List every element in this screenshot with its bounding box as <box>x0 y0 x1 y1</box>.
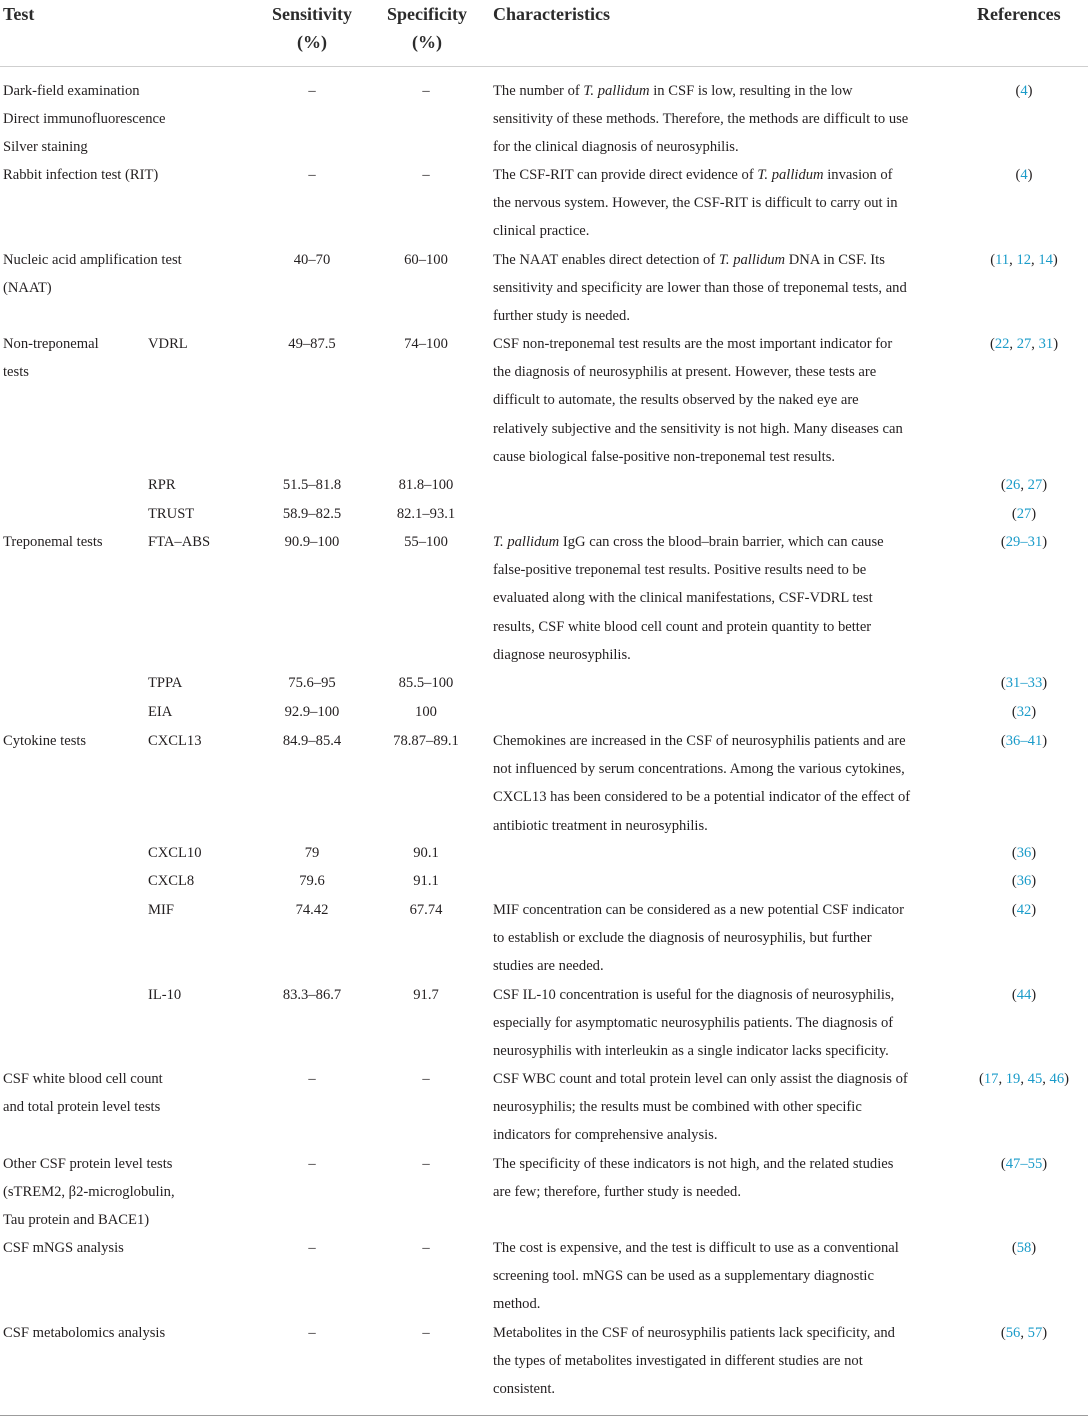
sensitivity-value: 79.6 <box>299 873 325 889</box>
test-name-line: (sTREM2, β2-microglobulin, <box>3 1184 175 1201</box>
reference-link[interactable]: 31–33 <box>1005 675 1043 691</box>
reference-punctuation: ( <box>1000 534 1006 550</box>
characteristics-line: CSF WBC count and total protein level can only assist the diagnosis of <box>493 1071 908 1087</box>
characteristics-line: The number of T. pallidum in CSF is low, resulting in the low <box>493 83 853 99</box>
characteristics-line: the nervous system. However, the CSF-RIT is difficult to carry out in <box>493 195 898 212</box>
reference-punctuation: ) <box>1042 1156 1048 1172</box>
sensitivity-value: 40–70 <box>293 252 331 268</box>
characteristics-line: consistent. <box>493 1381 556 1398</box>
references-cell <box>960 698 1088 726</box>
specificity-value: 82.1–93.1 <box>396 506 456 522</box>
header-specificity <box>377 0 477 56</box>
specificity-value: 85.5–100 <box>398 675 454 691</box>
reference-punctuation: , <box>1020 1071 1028 1087</box>
sensitivity-value: 79 <box>304 845 320 861</box>
specificity-value: – <box>422 1240 430 1256</box>
characteristics-line: results, CSF white blood cell count and protein quantity to better <box>493 618 872 635</box>
references-cell <box>960 246 1088 274</box>
characteristics-line: neurosyphilis with interleukin as a single indicator lacks specificity. <box>493 1043 889 1060</box>
specificity-value: 55–100 <box>404 534 448 550</box>
specificity-value: – <box>422 1071 430 1087</box>
characteristics-line: Chemokines are increased in the CSF of neurosyphilis patients and are <box>493 733 906 749</box>
reference-punctuation: , <box>1020 1325 1028 1341</box>
references-cell <box>960 981 1088 1009</box>
specificity-value: – <box>422 167 430 183</box>
reference-punctuation: ) <box>1064 1071 1069 1087</box>
specificity-value: 91.7 <box>413 987 439 1003</box>
header-specificity-line1: Specificity <box>387 4 467 24</box>
sensitivity-value: 84.9–85.4 <box>282 733 342 749</box>
references-cell <box>960 896 1088 924</box>
references-cell <box>960 1319 1088 1347</box>
reference-link[interactable]: 36–41 <box>1005 733 1043 749</box>
reference-link[interactable]: 11 <box>995 252 1010 268</box>
reference-punctuation: , <box>1009 252 1017 268</box>
characteristics-line: The NAAT enables direct detection of T. pallidum DNA in CSF. Its <box>493 252 885 268</box>
sensitivity-value: – <box>308 167 316 183</box>
test-method: IL-10 <box>148 987 182 1003</box>
characteristics-line: sensitivity and specificity are lower than those of treponemal tests, and <box>493 280 907 297</box>
characteristics-line: CSF non-treponemal test results are the most important indicator for <box>493 336 893 352</box>
test-method: CXCL10 <box>148 845 202 861</box>
reference-link[interactable]: 42 <box>1016 902 1032 918</box>
reference-punctuation: ( <box>1011 704 1017 720</box>
references-cell <box>960 471 1088 499</box>
reference-link[interactable]: 31 <box>1038 336 1054 352</box>
sensitivity-value: 74.42 <box>295 902 329 918</box>
reference-link[interactable]: 27 <box>1016 336 1032 352</box>
test-method: TPPA <box>148 675 183 691</box>
test-name-line: Silver staining <box>3 139 88 156</box>
reference-link[interactable]: 22 <box>994 336 1010 352</box>
test-name-line: Cytokine tests <box>3 733 87 749</box>
reference-punctuation: ( <box>1011 845 1017 861</box>
characteristics-line: sensitivity of these methods. Therefore, the methods are difficult to use <box>493 111 909 128</box>
reference-link[interactable]: 12 <box>1016 252 1032 268</box>
reference-link[interactable]: 36 <box>1016 873 1032 889</box>
characteristics-line: evaluated along with the clinical manifestations, CSF-VDRL test <box>493 590 873 607</box>
reference-punctuation: , <box>1042 1071 1050 1087</box>
characteristics-line: are few; therefore, further study is needed. <box>493 1184 741 1201</box>
test-method: RPR <box>148 477 176 493</box>
reference-punctuation: ) <box>1042 534 1048 550</box>
reference-link[interactable]: 4 <box>1020 167 1028 183</box>
specificity-value: – <box>422 1156 430 1172</box>
header-sensitivity-line1: Sensitivity <box>271 4 352 24</box>
characteristics-line: not influenced by serum concentrations. Among the various cytokines, <box>493 761 905 778</box>
header-sensitivity <box>262 0 362 56</box>
references-cell <box>960 500 1088 528</box>
characteristics-line: CXCL13 has been considered to be a potential indicator of the effect of <box>493 789 911 806</box>
reference-punctuation: ( <box>1000 1325 1006 1341</box>
references-cell <box>960 161 1088 189</box>
reference-punctuation: ( <box>1011 1240 1017 1256</box>
reference-link[interactable]: 46 <box>1049 1071 1065 1087</box>
characteristics-line: clinical practice. <box>493 223 590 240</box>
test-method: MIF <box>148 902 174 918</box>
characteristics-line: neurosyphilis; the results must be combined with other specific <box>493 1099 862 1116</box>
reference-punctuation: ( <box>1000 675 1006 691</box>
test-name-line: Other CSF protein level tests <box>3 1156 173 1172</box>
reference-link[interactable]: 58 <box>1016 1240 1032 1256</box>
reference-punctuation: ) <box>1042 1325 1048 1341</box>
characteristics-line: especially for asymptomatic neurosyphilis patients. The diagnosis of <box>493 1015 894 1032</box>
sensitivity-value: 49–87.5 <box>288 336 336 352</box>
sensitivity-value: – <box>308 1325 316 1341</box>
reference-punctuation: ( <box>1011 506 1017 522</box>
reference-link[interactable]: 27 <box>1016 506 1032 522</box>
sensitivity-value: – <box>308 1240 316 1256</box>
characteristics-line: further study is needed. <box>493 308 630 325</box>
reference-link[interactable]: 45 <box>1027 1071 1043 1087</box>
references-cell <box>960 77 1088 105</box>
sensitivity-value: 75.6–95 <box>288 675 336 691</box>
reference-link[interactable]: 27 <box>1027 477 1043 493</box>
header-references: References <box>977 4 1061 24</box>
reference-punctuation: ( <box>1011 902 1017 918</box>
references-cell <box>960 528 1088 556</box>
reference-link[interactable]: 36 <box>1016 845 1032 861</box>
test-method: VDRL <box>148 336 188 352</box>
reference-link[interactable]: 4 <box>1020 83 1028 99</box>
characteristics-line: the types of metabolites investigated in different studies are not <box>493 1353 863 1370</box>
test-name-line: Direct immunofluorescence <box>3 111 166 128</box>
test-method: TRUST <box>148 506 195 522</box>
sensitivity-value: 83.3–86.7 <box>282 987 342 1003</box>
header-specificity-line2: (%) <box>412 32 442 52</box>
references-cell <box>960 839 1088 867</box>
reference-link[interactable]: 26 <box>1005 477 1021 493</box>
reference-punctuation: ) <box>1031 902 1037 918</box>
references-cell <box>960 669 1088 697</box>
characteristics-line: The specificity of these indicators is not high, and the related studies <box>493 1156 894 1172</box>
characteristics-line: indicators for comprehensive analysis. <box>493 1127 718 1144</box>
table-header <box>0 0 1088 67</box>
reference-punctuation: ( <box>1011 987 1017 1003</box>
header-sensitivity-line2: (%) <box>297 32 327 52</box>
characteristics-line: The CSF-RIT can provide direct evidence of T. pallidum invasion of <box>493 167 893 183</box>
characteristics-line: relatively subjective and the sensitivity is not high. Many diseases can <box>493 420 903 437</box>
test-method: CXCL13 <box>148 733 202 749</box>
sensitivity-value: 58.9–82.5 <box>282 506 342 522</box>
reference-punctuation: , <box>998 1071 1006 1087</box>
reference-punctuation: ) <box>1042 733 1048 749</box>
references-cell <box>960 1150 1088 1178</box>
header-characteristics: Characteristics <box>493 4 610 24</box>
reference-link[interactable]: 47–55 <box>1005 1156 1043 1172</box>
specificity-value: 67.74 <box>409 902 443 918</box>
test-name-line: (NAAT) <box>3 280 52 297</box>
header-test: Test <box>3 4 35 24</box>
specificity-value: 90.1 <box>413 845 439 861</box>
characteristics-line: antibiotic treatment in neurosyphilis. <box>493 817 708 834</box>
reference-punctuation: ( <box>1015 83 1021 99</box>
references-cell <box>960 1234 1088 1262</box>
sensitivity-value: 92.9–100 <box>284 704 340 720</box>
sensitivity-value: – <box>308 1071 316 1087</box>
reference-punctuation: ( <box>1000 733 1006 749</box>
reference-punctuation: ) <box>1052 252 1058 268</box>
test-method: EIA <box>148 704 173 720</box>
specificity-value: 91.1 <box>413 873 439 889</box>
reference-punctuation: ) <box>1042 477 1048 493</box>
sensitivity-value: – <box>308 1156 316 1172</box>
test-name-line: Treponemal tests <box>3 534 103 550</box>
sensitivity-value: 51.5–81.8 <box>282 477 342 493</box>
characteristics-line: Metabolites in the CSF of neurosyphilis patients lack specificity, and <box>493 1325 895 1341</box>
specificity-value: 81.8–100 <box>398 477 454 493</box>
reference-punctuation: ) <box>1027 167 1033 183</box>
characteristics-line: difficult to automate, the results observed by the naked eye are <box>493 392 859 409</box>
reference-punctuation: ) <box>1031 873 1037 889</box>
specificity-value: 60–100 <box>404 252 448 268</box>
reference-punctuation: ( <box>989 336 995 352</box>
reference-punctuation: , <box>1020 477 1028 493</box>
characteristics-line: false-positive treponemal test results. Positive results need to be <box>493 562 867 579</box>
reference-punctuation: ) <box>1027 83 1033 99</box>
reference-punctuation: , <box>1009 336 1017 352</box>
test-name-line: CSF white blood cell count <box>3 1071 163 1087</box>
reference-punctuation: ( <box>1011 873 1017 889</box>
test-name-line: CSF mNGS analysis <box>3 1240 124 1256</box>
test-name-line: Dark-field examination <box>3 83 140 99</box>
reference-punctuation: ) <box>1031 987 1037 1003</box>
characteristics-line: studies are needed. <box>493 958 604 975</box>
reference-punctuation: ( <box>1000 477 1006 493</box>
reference-link[interactable]: 57 <box>1027 1325 1043 1341</box>
characteristics-line: screening tool. mNGS can be used as a supplementary diagnostic <box>493 1268 874 1285</box>
references-cell <box>960 727 1088 755</box>
test-name-line: Tau protein and BACE1) <box>3 1212 150 1229</box>
reference-punctuation: ) <box>1031 704 1037 720</box>
test-method: FTA–ABS <box>148 534 211 550</box>
reference-punctuation: ) <box>1031 506 1037 522</box>
test-name-line: tests <box>3 364 29 381</box>
characteristics-line: method. <box>493 1296 541 1313</box>
reference-punctuation: ( <box>990 252 996 268</box>
specificity-value: – <box>422 83 430 99</box>
reference-punctuation: ( <box>1000 1156 1006 1172</box>
reference-link[interactable]: 14 <box>1038 252 1053 268</box>
reference-punctuation: ) <box>1031 1240 1037 1256</box>
test-name-line: Nucleic acid amplification test <box>3 252 182 268</box>
test-name-line: Rabbit infection test (RIT) <box>3 167 159 183</box>
specificity-value: – <box>422 1325 430 1341</box>
specificity-value: 74–100 <box>404 336 448 352</box>
characteristics-line: The cost is expensive, and the test is difficult to use as a conventional <box>493 1240 899 1256</box>
reference-link[interactable]: 44 <box>1016 987 1032 1003</box>
characteristics-line: T. pallidum IgG can cross the blood–brain barrier, which can cause <box>493 534 884 550</box>
reference-link[interactable]: 56 <box>1005 1325 1021 1341</box>
reference-punctuation: , <box>1031 252 1039 268</box>
test-name-line: and total protein level tests <box>3 1099 161 1116</box>
references-cell <box>960 867 1088 895</box>
reference-link[interactable]: 17 <box>983 1071 999 1087</box>
bottom-rule <box>0 1415 1088 1416</box>
references-cell <box>960 330 1088 358</box>
reference-punctuation: , <box>1031 336 1039 352</box>
test-method: CXCL8 <box>148 873 195 889</box>
reference-punctuation: ( <box>1015 167 1021 183</box>
reference-punctuation: ) <box>1053 336 1059 352</box>
test-name-line: Non-treponemal <box>3 336 99 352</box>
reference-link[interactable]: 32 <box>1016 704 1032 720</box>
test-name-line: CSF metabolomics analysis <box>3 1325 166 1341</box>
specificity-value: 78.87–89.1 <box>393 733 459 749</box>
characteristics-line: MIF concentration can be considered as a new potential CSF indicator <box>493 902 904 918</box>
characteristics-line: for the clinical diagnosis of neurosyphilis. <box>493 139 739 156</box>
reference-punctuation: ( <box>978 1071 984 1087</box>
characteristics-line: cause biological false-positive non-treponemal test results. <box>493 448 836 465</box>
characteristics-line: diagnose neurosyphilis. <box>493 646 631 663</box>
sensitivity-value: 90.9–100 <box>284 534 340 550</box>
sensitivity-value: – <box>308 83 316 99</box>
references-cell <box>960 1065 1088 1093</box>
characteristics-line: CSF IL-10 concentration is useful for the diagnosis of neurosyphilis, <box>493 987 895 1003</box>
reference-punctuation: ) <box>1042 675 1048 691</box>
characteristics-line: to establish or exclude the diagnosis of neurosyphilis, but further <box>493 930 872 947</box>
reference-link[interactable]: 19 <box>1005 1071 1021 1087</box>
characteristics-line: the diagnosis of neurosyphilis at present. However, these tests are <box>493 364 877 381</box>
reference-punctuation: ) <box>1031 845 1037 861</box>
reference-link[interactable]: 29–31 <box>1005 534 1043 550</box>
specificity-value: 100 <box>415 704 437 720</box>
